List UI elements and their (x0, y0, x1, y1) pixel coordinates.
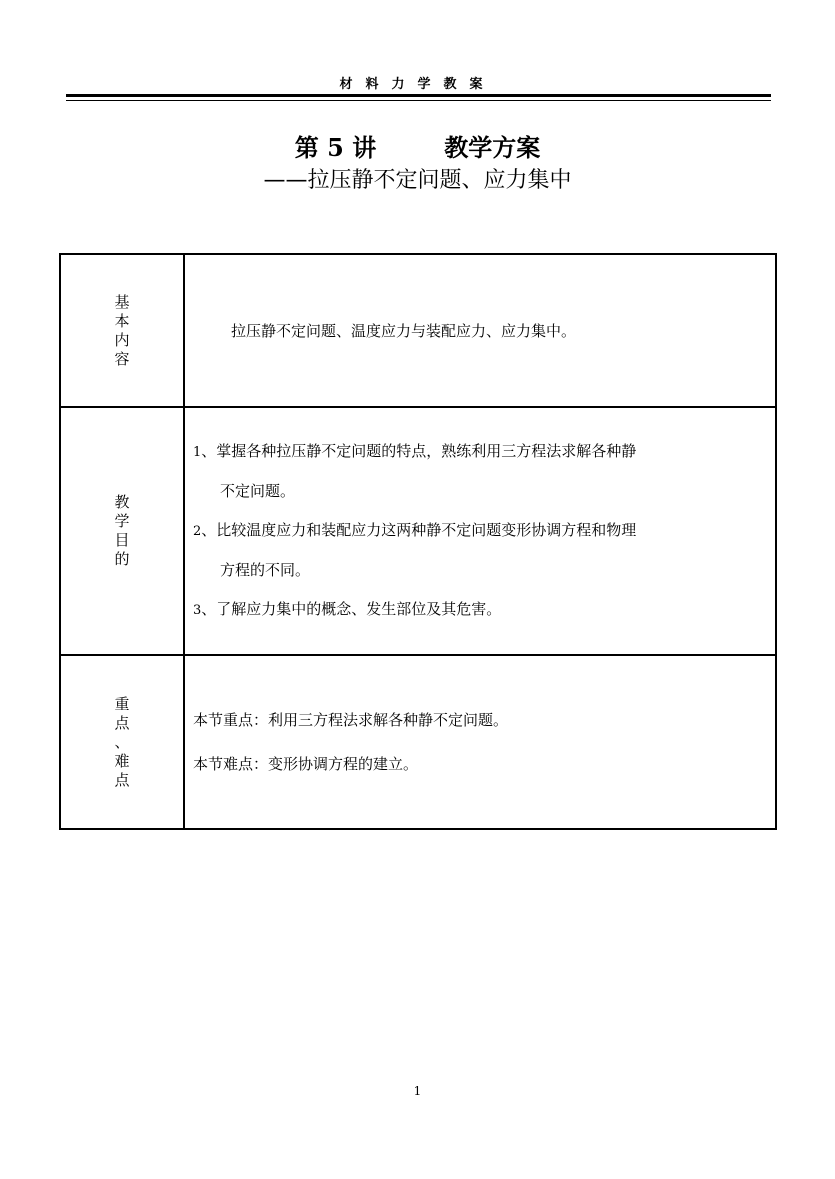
key-point-difficulty: 本节难点：变形协调方程的建立。 (193, 755, 419, 773)
basic-content-label: 基 本 内 容 (60, 254, 184, 407)
teaching-plan-table (59, 253, 777, 830)
table-row-key-points (60, 655, 776, 829)
key-points-cell (184, 655, 776, 829)
header-rule-thick (66, 94, 771, 97)
key-point-focus: 本节重点：利用三方程法求解各种静不定问题。 (193, 711, 509, 729)
objective-item-2: 2、比较温度应力和装配应力这两种静不定问题变形协调方程和物理 方程的不同。 (193, 521, 637, 579)
running-header: 材料力学教案 (339, 77, 496, 92)
basic-content-text: 拉压静不定问题、温度应力与装配应力、应力集中。 (231, 322, 577, 340)
objective-item-1: 1、掌握各种拉压静不定问题的特点，熟练利用三方程法求解各种静 不定问题。 (193, 442, 637, 500)
objectives-label: 教 学 目 的 (60, 407, 184, 655)
lecture-number: 第 5 讲 (294, 133, 377, 162)
lecture-subtitle: ——拉压静不定问题、应力集中 (263, 168, 572, 193)
objectives-cell (184, 407, 776, 655)
header-rule-thin (66, 100, 771, 101)
table-row-objectives (60, 407, 776, 655)
basic-content-cell (184, 254, 776, 407)
objective-item-3: 3、了解应力集中的概念、发生部位及其危害。 (193, 600, 502, 618)
page-number: 1 (413, 1084, 422, 1098)
key-points-label: 重 点 、 难 点 (60, 655, 184, 829)
lecture-plan-title: 教学方案 (444, 133, 541, 162)
table-row-basic-content (60, 254, 776, 407)
lecture-title (0, 128, 835, 163)
